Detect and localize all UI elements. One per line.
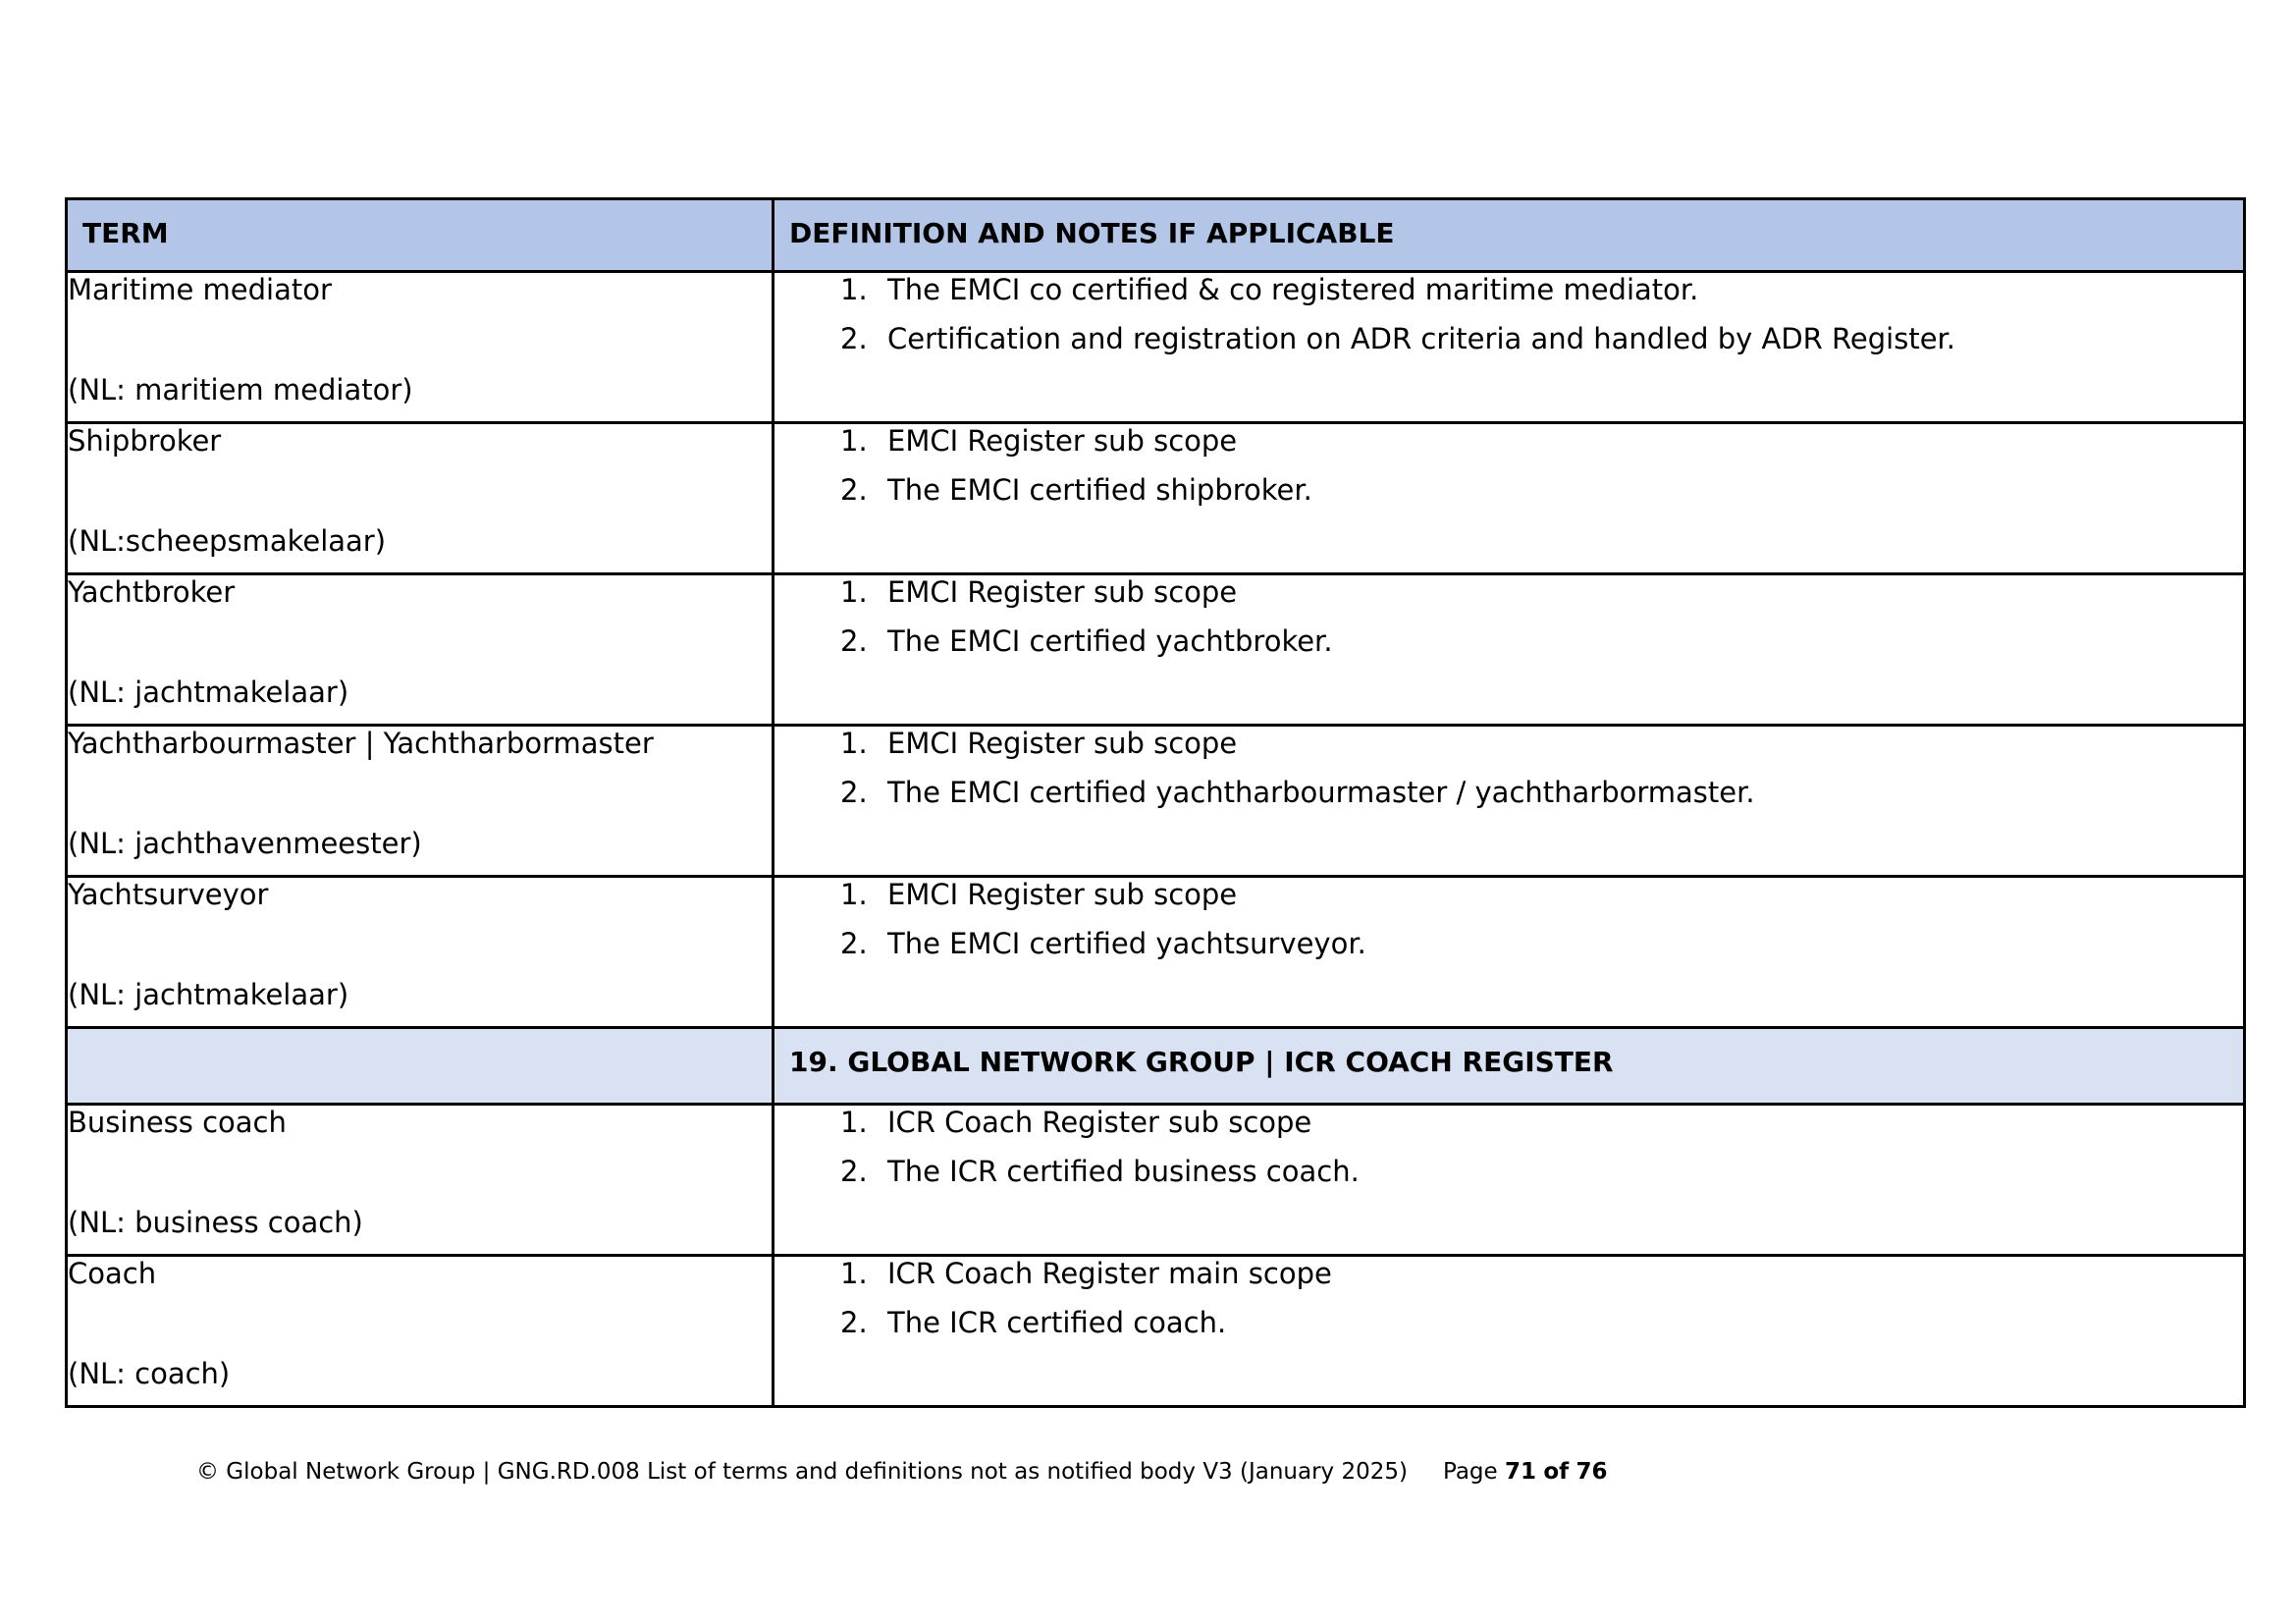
definition-item xyxy=(774,1106,2243,1139)
definition-item-number: 2. xyxy=(840,473,868,507)
footer-of-word: of xyxy=(1543,1459,1570,1485)
definition-list xyxy=(774,1257,2243,1339)
term-cell xyxy=(67,574,774,726)
definition-item-text: EMCI Register sub scope xyxy=(887,424,1238,458)
definition-list xyxy=(774,727,2243,809)
definition-item-number: 2. xyxy=(840,1306,868,1339)
definition-item xyxy=(774,624,2243,658)
definition-item xyxy=(774,273,2243,306)
definition-item-text: The ICR certified coach. xyxy=(887,1306,1227,1339)
term-dutch-translation: (NL: coach) xyxy=(68,1357,231,1390)
definition-item xyxy=(774,322,2243,355)
header-definition: DEFINITION AND NOTES IF APPLICABLE xyxy=(774,199,2245,272)
term-cell xyxy=(67,1105,774,1256)
definition-item xyxy=(774,727,2243,760)
term-dutch-translation: (NL:scheepsmakelaar) xyxy=(68,524,387,558)
term-name: Shipbroker xyxy=(68,424,222,458)
definition-item xyxy=(774,1257,2243,1290)
term-cell xyxy=(67,726,774,877)
header-term: TERM xyxy=(67,199,774,272)
term-dutch-translation: (NL: jachthavenmeester) xyxy=(68,827,422,860)
definition-cell xyxy=(774,1256,2245,1407)
definition-list xyxy=(774,1106,2243,1188)
definition-item-number: 2. xyxy=(840,322,868,355)
table-row xyxy=(67,877,2245,1028)
term-dutch-translation: (NL: business coach) xyxy=(68,1206,363,1239)
footer-page-total: 76 xyxy=(1575,1459,1608,1485)
table-row xyxy=(67,423,2245,574)
term-cell xyxy=(67,877,774,1028)
table-header-row xyxy=(67,199,2245,272)
term-name: Maritime mediator xyxy=(68,273,332,306)
definition-item-text: Certification and registration on ADR criteria and handled by ADR Register. xyxy=(887,322,1956,355)
definition-item-number: 2. xyxy=(840,1155,868,1188)
definition-item-text: The EMCI certified shipbroker. xyxy=(887,473,1312,507)
term-name: Business coach xyxy=(68,1106,287,1139)
table-row xyxy=(67,1256,2245,1407)
definition-item-text: EMCI Register sub scope xyxy=(887,575,1238,609)
definition-item-number: 2. xyxy=(840,776,868,809)
definition-item-number: 1. xyxy=(840,878,868,911)
term-cell xyxy=(67,1256,774,1407)
definition-item xyxy=(774,1155,2243,1188)
definition-list xyxy=(774,424,2243,507)
definition-item-text: The ICR certified business coach. xyxy=(887,1155,1360,1188)
definition-item-number: 1. xyxy=(840,727,868,760)
definition-item xyxy=(774,575,2243,609)
term-name: Yachtsurveyor xyxy=(68,878,269,911)
definition-item-number: 1. xyxy=(840,1257,868,1290)
term-name: Yachtharbourmaster | Yachtharbormaster xyxy=(68,727,654,760)
definition-cell xyxy=(774,574,2245,726)
definition-item-text: The EMCI certified yachtbroker. xyxy=(887,624,1333,658)
definition-item-text: The EMCI certified yachtsurveyor. xyxy=(887,927,1366,960)
definition-item xyxy=(774,473,2243,507)
definition-item xyxy=(774,776,2243,809)
terms-table xyxy=(65,197,2246,1408)
definition-item-text: The EMCI co certified & co registered maritime mediator. xyxy=(887,273,1699,306)
table-row xyxy=(67,272,2245,423)
definition-item-text: EMCI Register sub scope xyxy=(887,727,1238,760)
definition-list xyxy=(774,575,2243,658)
definition-item-number: 2. xyxy=(840,624,868,658)
definition-item-number: 1. xyxy=(840,575,868,609)
footer-page-current: 71 xyxy=(1504,1459,1536,1485)
definition-cell xyxy=(774,1105,2245,1256)
definition-item-text: EMCI Register sub scope xyxy=(887,878,1238,911)
definition-item-number: 2. xyxy=(840,927,868,960)
table-row xyxy=(67,726,2245,877)
section-term-cell xyxy=(67,1028,774,1105)
term-dutch-translation: (NL: jachtmakelaar) xyxy=(68,978,349,1011)
definition-cell xyxy=(774,423,2245,574)
term-cell xyxy=(67,272,774,423)
definition-list xyxy=(774,273,2243,355)
definition-item xyxy=(774,927,2243,960)
term-dutch-translation: (NL: maritiem mediator) xyxy=(68,373,413,406)
page-footer xyxy=(196,1459,1607,1485)
section-heading-row xyxy=(67,1028,2245,1105)
term-name: Yachtbroker xyxy=(68,575,236,609)
definition-item xyxy=(774,1306,2243,1339)
table-row xyxy=(67,1105,2245,1256)
definition-list xyxy=(774,878,2243,960)
definition-item-text: ICR Coach Register sub scope xyxy=(887,1106,1312,1139)
footer-copyright: © Global Network Group | GNG.RD.008 List of terms and definitions not as notified body V3 (January 2025) xyxy=(196,1459,1408,1485)
definition-item-number: 1. xyxy=(840,1106,868,1139)
definition-cell xyxy=(774,272,2245,423)
term-name: Coach xyxy=(68,1257,157,1290)
term-dutch-translation: (NL: jachtmakelaar) xyxy=(68,676,349,709)
definition-item xyxy=(774,424,2243,458)
section-title: 19. GLOBAL NETWORK GROUP | ICR COACH REGISTER xyxy=(774,1028,2245,1105)
term-cell xyxy=(67,423,774,574)
definition-item-text: ICR Coach Register main scope xyxy=(887,1257,1332,1290)
footer-page-word: Page xyxy=(1442,1459,1498,1485)
definition-cell xyxy=(774,726,2245,877)
definition-item-number: 1. xyxy=(840,273,868,306)
table-row xyxy=(67,574,2245,726)
definition-cell xyxy=(774,877,2245,1028)
definition-item xyxy=(774,878,2243,911)
definition-item-text: The EMCI certified yachtharbourmaster / yachtharbormaster. xyxy=(887,776,1755,809)
definition-item-number: 1. xyxy=(840,424,868,458)
